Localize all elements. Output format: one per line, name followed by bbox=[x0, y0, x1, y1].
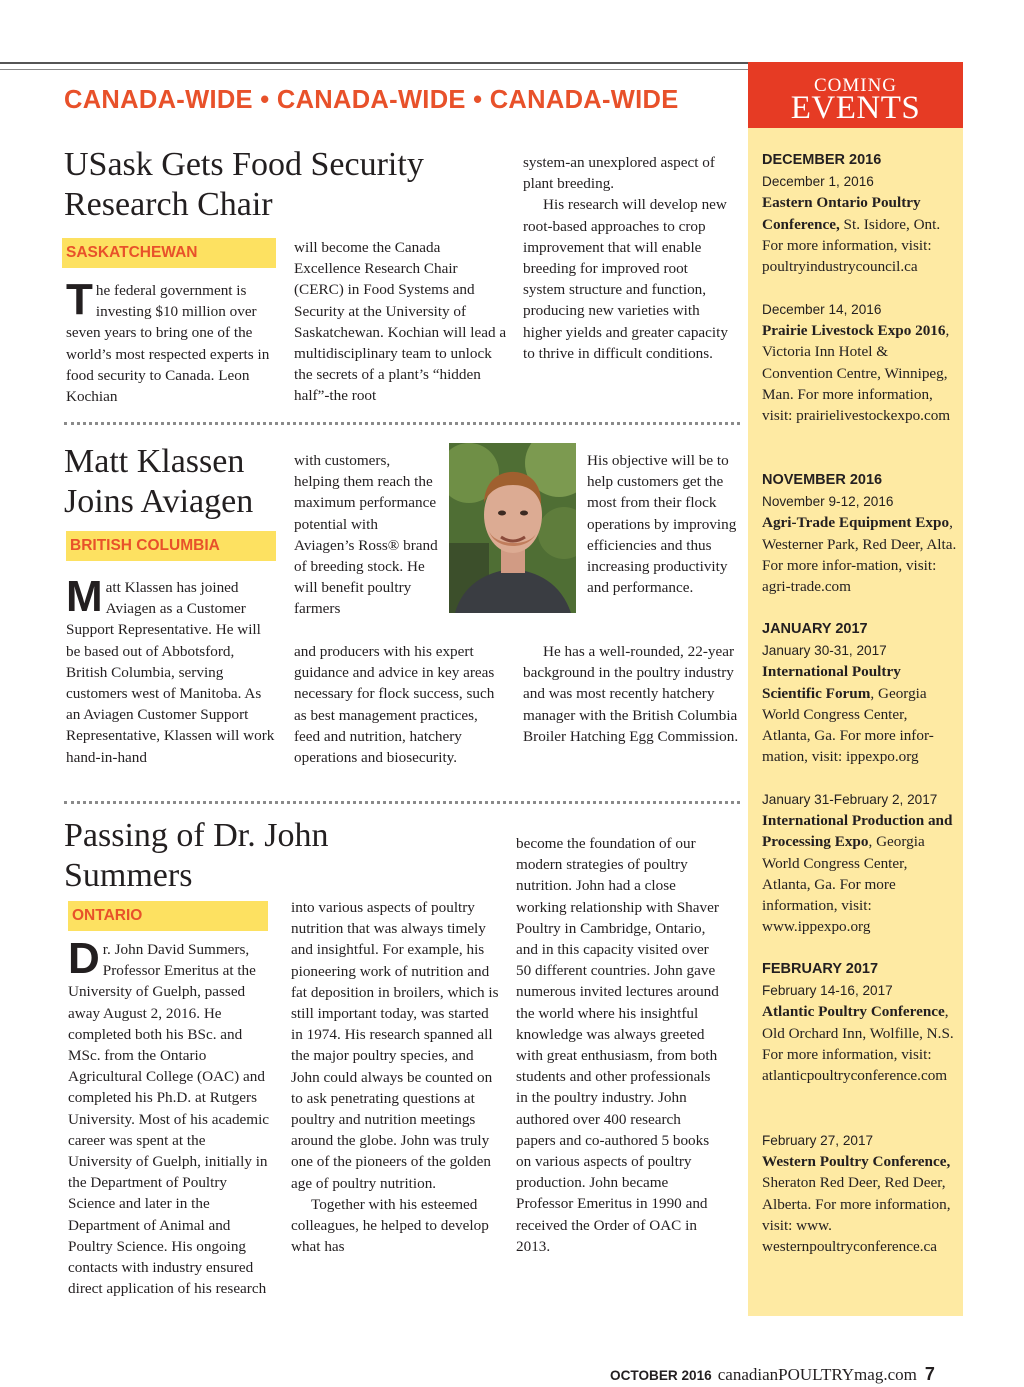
article-text: will become the Canada Excellence Research Chair (CERC) in Food Systems and Security at the University of Saskatchewan. Kochian will lead a multidisciplinary team to unlock the secrets of a plant’s “hidden half”-the root bbox=[294, 239, 507, 405]
event-agri-trade bbox=[762, 470, 958, 597]
article-column bbox=[291, 897, 499, 1257]
article-text: His objective will be to help customers get the most from their flock operations by improving efficiencies and thus increasing productivity and performance. bbox=[587, 452, 737, 597]
article-column bbox=[66, 275, 272, 407]
region-label: ONTARIO bbox=[68, 901, 268, 931]
coming-label: COMING bbox=[813, 75, 898, 96]
article-text: he federal government is investing $10 million over seven years to bring one of the world’s most respected experts in food security to Canada. Leon Kochian bbox=[66, 282, 270, 406]
coming-events-header bbox=[748, 62, 963, 128]
article-column bbox=[587, 450, 739, 598]
article-text: and producers with his expert guidance and advice in key areas necessary for flock success, such as best management practices, feed and nutrition, hatchery operations and biosecurity. bbox=[294, 643, 495, 767]
event-ippe-forum bbox=[762, 619, 958, 767]
event-details: , Georgia World Congress Center, Atlanta, Ga. For more information, visit: www.ippexpo.org bbox=[762, 833, 925, 936]
region-label: SASKATCHEWAN bbox=[62, 238, 276, 268]
event-details: St. Isidore, Ont. For more information, visit: poultryindustrycouncil.ca bbox=[762, 215, 941, 276]
event-month: NOVEMBER 2016 bbox=[762, 472, 883, 488]
events-label: EVENTS bbox=[790, 90, 921, 126]
article-column bbox=[294, 450, 439, 620]
drop-cap: T bbox=[66, 275, 93, 324]
article-text: become the foundation of our modern strategies of poultry nutrition. John had a close working relationship with Shaver Poultry in Cambridge, Ontario, and in this capacity visited over 50 different countries. John gave numerous invited lectures around the world where his insightful knowledge was always greeted with great enthusiasm, from both students and other professionals in the poultry industry. John authored over 400 research papers and co-authored 5 books on various aspects of poultry production. John became Professor Emeritus in 1990 and received the Order of OAC in 2013. bbox=[516, 835, 719, 1255]
article-text: att Klassen has joined Aviagen as a Customer Support Representative. He will be based out of Abbotsford, British Columbia, serving customers west of Manitoba. As an Aviagen Customer Support Representative, Klassen will work hand-in-hand bbox=[66, 579, 275, 766]
article-column bbox=[523, 641, 739, 747]
event-name: Eastern Ontario Poultry Conference, bbox=[762, 194, 921, 233]
event-month: DECEMBER 2016 bbox=[762, 152, 882, 168]
top-rule-thin bbox=[0, 69, 748, 70]
article-text: He has a well-rounded, 22-year background in the poultry industry and was most recently hatchery manager with the British Columbia Broiler Hatching Egg Commission. bbox=[523, 643, 739, 745]
page-footer bbox=[610, 1364, 960, 1385]
event-prairie-livestock bbox=[762, 299, 958, 426]
event-details: , Westerner Park, Red Deer, Alta. For more infor-mation, visit: agri-trade.com bbox=[762, 514, 957, 596]
event-name: Atlantic Poultry Conference bbox=[762, 1003, 945, 1021]
event-western-poultry bbox=[762, 1130, 958, 1257]
article-text: into various aspects of poultry nutrition that was always timely and insightful. For example, his pioneering work of nutrition and fat deposition in broilers, which is still important today, was started in 1974. His research spanned all the major poultry species, and John could always be counted on to ask penetrating questions at poultry and nutrition meetings around the globe. John was truly one of the pioneers of the golden age of poultry nutrition. bbox=[291, 899, 499, 1192]
article-text: system-an unexplored aspect of plant breeding. bbox=[523, 154, 715, 193]
article-column bbox=[294, 641, 504, 768]
event-date: November 9-12, 2016 bbox=[762, 494, 894, 510]
event-name: International Poultry Scientific Forum bbox=[762, 663, 901, 702]
article-text: with customers, helping them reach the maximum performance potential with Aviagen’s Ross® brand of breeding stock. He will benefit poultry farmers bbox=[294, 452, 438, 618]
event-atlantic-poultry bbox=[762, 959, 958, 1086]
section-banner: CANADA-WIDE • CANADA-WIDE • CANADA-WIDE bbox=[64, 86, 679, 114]
article-column bbox=[523, 152, 733, 364]
event-date: January 31-February 2, 2017 bbox=[762, 792, 938, 807]
article-text: r. John David Summers, Professor Emeritus at the University of Guelph, passed away August 2, 2016. He completed both his BSc. and MSc. from the Ontario Agricultural College (OAC) and completed his Ph.D. at Rutgers University. Most of his academic career was spent at the University of Guelph, initially in the Department of Poultry Science and later in the Department of Animal and Poultry Science. His ongoing contacts with industry ensured direct application of his research bbox=[68, 941, 270, 1298]
event-date: December 14, 2016 bbox=[762, 302, 882, 317]
event-name: Western Poultry Conference, bbox=[762, 1153, 951, 1171]
event-ippe-expo bbox=[762, 789, 958, 937]
event-name: International Production and Processing Expo bbox=[762, 812, 953, 851]
article-headline: Matt Klassen Joins Aviagen bbox=[64, 443, 254, 520]
event-name: Prairie Livestock Expo 2016 bbox=[762, 322, 946, 340]
region-label: BRITISH COLUMBIA bbox=[66, 531, 276, 561]
dotted-divider bbox=[64, 801, 740, 804]
event-date: January 30-31, 2017 bbox=[762, 643, 887, 659]
article-text: Together with his esteemed colleagues, he helped to develop what has bbox=[291, 1195, 489, 1256]
drop-cap: D bbox=[68, 934, 100, 983]
footer-issue-date: OCTOBER 2016 bbox=[610, 1368, 712, 1383]
headshot-photo bbox=[449, 443, 576, 613]
event-month: FEBRUARY 2017 bbox=[762, 961, 879, 977]
article-column bbox=[68, 934, 272, 1299]
event-details: , Georgia World Congress Center, Atlanta, Ga. For more infor-mation, visit: ippexpo.org bbox=[762, 684, 934, 766]
event-month: JANUARY 2017 bbox=[762, 621, 868, 637]
article-column bbox=[516, 833, 720, 1257]
article-column bbox=[294, 237, 508, 407]
article-column bbox=[66, 572, 276, 768]
drop-cap: M bbox=[66, 572, 103, 621]
coming-events-sidebar bbox=[748, 128, 963, 1316]
event-details: , Victoria Inn Hotel & Convention Centre, Winnipeg, Man. For more information, visit: prairielivestockexpo.com bbox=[762, 322, 951, 425]
event-name: Agri-Trade Equipment Expo bbox=[762, 514, 950, 532]
page-number: 7 bbox=[924, 1364, 935, 1384]
article-headline: Passing of Dr. John Summers bbox=[64, 817, 329, 894]
portrait-image bbox=[449, 443, 576, 613]
event-details: , Old Orchard Inn, Wolfille, N.S. For more information, visit: atlanticpoultryconference.com bbox=[762, 1003, 954, 1085]
article-text: His research will develop new root-based approaches to crop improvement that will enable breeding for improved root system structure and function, producing new varieties with higher yields and greater capacity to thrive in difficult conditions. bbox=[523, 196, 728, 362]
event-date: December 1, 2016 bbox=[762, 174, 874, 190]
event-date: February 14-16, 2017 bbox=[762, 983, 893, 999]
event-date: February 27, 2017 bbox=[762, 1133, 874, 1148]
footer-website: canadianPOULTRYmag.com bbox=[717, 1365, 917, 1384]
dotted-divider bbox=[64, 422, 740, 425]
event-details: Sheraton Red Deer, Red Deer, Alberta. For more information, visit: www. westernpoultryconference.ca bbox=[762, 1174, 951, 1256]
event-eastern-ontario bbox=[762, 150, 958, 277]
article-headline: USask Gets Food Security Research Chair bbox=[64, 146, 424, 223]
top-rule bbox=[0, 62, 748, 64]
